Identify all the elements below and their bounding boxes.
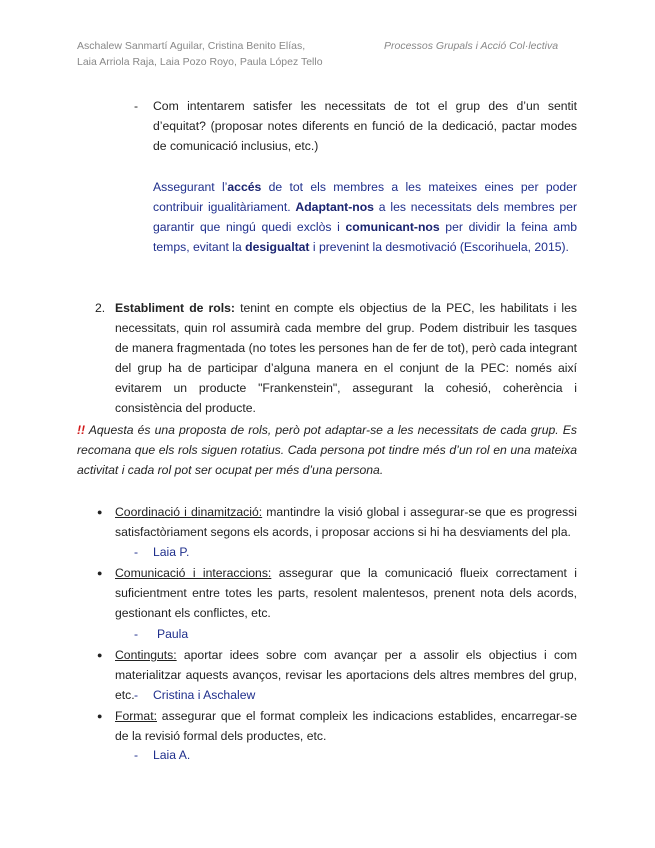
role-communication: Comunicació i interaccions: assegurar que la comunicació flueix correctament i suficientment entre totes les parts, resolent malentesos, prenent nota dels acords, gestionant els conflictes, etc. [115, 566, 577, 620]
section-2-title: Establiment de rols: [115, 301, 235, 315]
assignee-dash: - [134, 627, 139, 641]
section-2-number: 2. [95, 301, 106, 315]
bullet-icon: ● [97, 650, 103, 660]
answer-paragraph: Assegurant l’accés de tot els membres a les mateixes eines per poder contribuir igualitàriament. Adaptant-nos a les necessitats dels membres per garantir que ningú quedi exclòs i comunicant-nos per dividir la feina amb temps, evitant la desigualtat i prevenint la desmotivació (Escorihuela, 2015). [153, 180, 578, 254]
role-content: Continguts: aportar idees sobre com avançar per a assolir els objectius i com materialitzar aquests avanços, revisar les aportacions dels altres membres del grup, etc. [115, 648, 577, 702]
assignee-dash: - [134, 688, 139, 702]
section-2-paragraph: Establiment de rols: tenint en compte els objectius de la PEC, les habilitats i les necessitats, quin rol assumirà cada membre del grup. Podem distribuir les tasques de manera fragmentada (no totes les persones han de fer de tot), però cada integrant del grup ha de participar d’alguna manera en el conjunt de la PEC: només així evitarem un producte "Frankenstein", assegurant la cohesió, coherència i consistència del producte. [115, 301, 578, 415]
header-authors-line1: Aschalew Sanmartí Aguilar, Cristina Benito Elías, [77, 40, 306, 52]
note-paragraph: !! Aquesta és una proposta de rols, però pot adaptar-se a les necessitats de cada grup. Es recomana que els rols siguen rotatius. Cada persona pot tindre més d’un rol en una mateixa activitat i cada rol pot ser ocupat per més d’una persona. [77, 423, 577, 477]
assignee-dash: - [134, 545, 139, 559]
question-text: Com intentarem satisfer les necessitats de tot el grup des d’un sentit d’equitat? (proposar notes diferents en funció de la dedicació, pactar modes de comunicació inclusius, etc.) [153, 99, 577, 153]
role-content-assignee: Cristina i Aschalew [153, 688, 256, 702]
question-dash-marker: - [134, 99, 139, 113]
role-format: Format: assegurar que el format compleix les indicacions establides, encarregar-se de la revisió formal dels productes, etc. [115, 709, 577, 743]
header-authors [77, 38, 323, 70]
header-authors-line2: Laia Arriola Raja, Laia Pozo Royo, Paula López Tello [77, 56, 323, 68]
role-coordination: Coordinació i dinamització: mantindre la visió global i assegurar-se que es progressi satisfactòriament segons els acords, i proposar accions si hi ha desviaments del pla. [115, 505, 577, 539]
role-format-assignee: Laia A. [153, 748, 191, 762]
role-communication-assignee: Paula [157, 627, 189, 641]
header-course-title: Processos Grupals i Acció Col·lectiva [384, 40, 559, 52]
bullet-icon: ● [97, 507, 103, 517]
assignee-dash: - [134, 748, 139, 762]
warning-icon: !! [77, 423, 86, 437]
bullet-icon: ● [97, 711, 103, 721]
role-coordination-assignee: Laia P. [153, 545, 190, 559]
bullet-icon: ● [97, 568, 103, 578]
